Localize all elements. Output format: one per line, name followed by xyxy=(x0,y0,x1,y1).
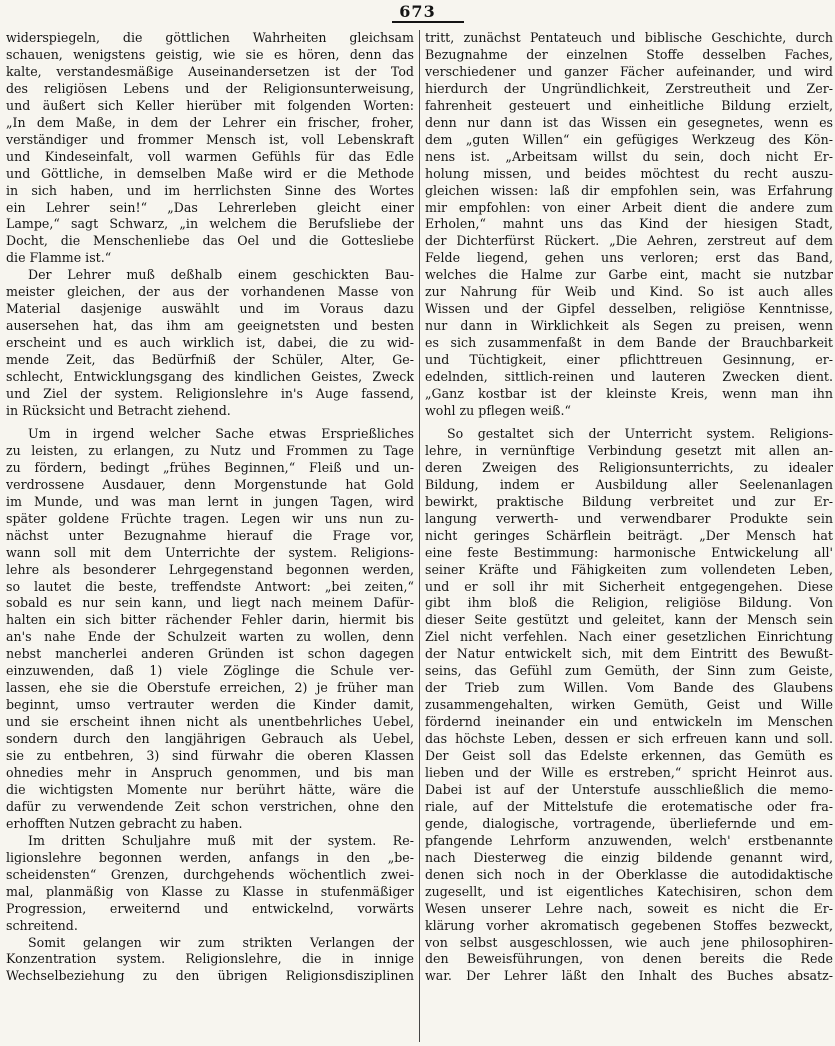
text-line: langung verwerth- und verwendbarer Produkte sein xyxy=(425,510,833,526)
text-line: welches die Halme zur Garbe eint, macht sie nutzbar xyxy=(425,267,833,283)
text-line: wann soll mit dem Unterrichte der system. Religions- xyxy=(6,544,414,560)
text-line: nicht geringes Schärflein beiträgt. „Der Mensch hat xyxy=(425,527,833,543)
text-line: Bezugnahme der einzelnen Stoffe desselben Faches, xyxy=(425,46,833,62)
left-column xyxy=(6,30,414,985)
text-line: der Dichterfürst Rückert. „Die Aehren, zerstreut auf dem xyxy=(425,233,833,249)
text-line: schlecht, Entwicklungsgang des kindlichen Geistes, Zweck xyxy=(6,369,414,385)
text-line: schreitend. xyxy=(6,917,78,933)
text-line: dem „guten Willen“ ein gefügiges Werkzeug des Kön- xyxy=(425,131,833,147)
right-column xyxy=(425,30,833,985)
text-line: sobald es nur sein kann, und liegt nach meinem Dafür- xyxy=(6,595,414,611)
text-line: ligionslehre begonnen werden, anfangs in den „be- xyxy=(6,849,414,865)
text-line: nebst mancherlei anderen Gründen ist schon dagegen xyxy=(6,646,414,662)
text-line: Progression, erweiternd und entwickelnd, vorwärts xyxy=(6,900,414,916)
text-line: deren Zweigen des Religionsunterrichts, zu idealer xyxy=(425,459,833,475)
text-line: ohnedies mehr in Anspruch genommen, und bis man xyxy=(6,764,414,780)
text-line: verständiger und frommer Mensch ist, voll Lebenskraft xyxy=(6,131,414,147)
text-line: ein Lehrer sein!“ „Das Lehrerleben gleicht einer xyxy=(6,199,414,215)
text-line: erscheint und es auch wirklich ist, dabei, die zu wid- xyxy=(6,335,414,351)
text-line: Im dritten Schuljahre muß mit der system. Re- xyxy=(28,832,414,848)
text-line: hierdurch der Ungründlichkeit, Zerstreutheit und Zer- xyxy=(425,80,833,96)
text-line: eine feste Bestimmung: harmonische Entwickelung all' xyxy=(425,544,833,560)
text-line: die wichtigsten Momente nur berührt hätte, wäre die xyxy=(6,781,414,797)
text-line: fahrenheit gesteuert und einheitliche Bildung erzielt, xyxy=(425,97,833,113)
text-line: gende, dialogische, vortragende, überliefernde und em- xyxy=(425,815,833,831)
text-line: bewirkt, praktische Bildung verbreitet und zur Er- xyxy=(425,493,833,509)
text-line: zugesellt, und ist eigentliches Katechisiren, schon dem xyxy=(425,883,833,899)
text-line: klärung vorher akromatisch gegebenen Stoffes bezweckt, xyxy=(425,917,833,933)
text-line: „In dem Maße, in dem der Lehrer ein frischer, froher, xyxy=(6,114,414,130)
text-line: halten ein sich bitter rächender Fehler darin, hiermit bis xyxy=(6,612,414,628)
text-line: der Trieb zum Willen. Vom Bande des Glaubens xyxy=(425,680,833,696)
text-line: seiner Kräfte und Fähigkeiten zum vollendeten Leben, xyxy=(425,561,833,577)
text-line: Docht, die Menschenliebe das Oel und die Gottesliebe xyxy=(6,233,414,249)
text-line: Um in irgend welcher Sache etwas Ersprießliches xyxy=(28,425,414,441)
text-line: Somit gelangen wir zum strikten Verlangen der xyxy=(28,934,414,950)
text-line: lassen, ehe sie die Oberstufe erreichen, 2) je früher man xyxy=(6,680,414,696)
text-line: sie zu entbehren, 3) sind fürwahr die oberen Klassen xyxy=(6,748,414,764)
text-line: einzuwenden, daß 1) viele Zöglinge die Schule ver- xyxy=(6,663,414,679)
text-line: und äußert sich Keller hierüber mit folgenden Worten: xyxy=(6,97,414,113)
text-line: denen sich noch in der Oberklasse die autodidaktische xyxy=(425,866,833,882)
text-line: des religiösen Lebens und der Religionsunterweisung, xyxy=(6,80,414,96)
text-line: in Rücksicht und Betracht ziehend. xyxy=(6,402,231,418)
text-line: Bildung, indem er Ausbildung aller Seelenanlagen xyxy=(425,476,833,492)
text-line: tritt, zunächst Pentateuch und biblische Geschichte, durch xyxy=(425,30,833,45)
text-line: die Flamme ist.“ xyxy=(6,250,112,266)
text-line: Dabei ist auf der Unterstufe ausschließlich die memo- xyxy=(425,781,833,797)
text-line: seins, das Gefühl zum Gemüth, der Sinn zum Geiste, xyxy=(425,663,833,679)
text-line: Wissen und der Gipfel desselben, religiöse Kenntnisse, xyxy=(425,301,833,317)
text-line: zusammengehalten, wirken Gemüth, Geist und Wille xyxy=(425,697,833,713)
text-line: meister gleichen, der aus der vorhandenen Masse von xyxy=(6,284,414,300)
text-line: Ziel nicht verfehlen. Nach einer gesetzlichen Einrichtung xyxy=(425,629,833,645)
page-number: 673 xyxy=(399,2,436,21)
text-line: holung missen, und beides möchtest du recht auszu- xyxy=(425,165,833,181)
text-line: Wechselbeziehung zu den übrigen Religionsdisziplinen xyxy=(6,968,414,984)
text-line: verschiedener und ganzer Fächer aufeinander, und wird xyxy=(425,63,833,79)
text-line: Erholen,“ mahnt uns das Kind der hiesigen Stadt, xyxy=(425,216,833,232)
text-line: und sie erscheint ihnen nicht als unentbehrliches Uebel, xyxy=(6,714,414,730)
text-line: ausersehen hat, das ihm am geeignetsten und besten xyxy=(6,318,414,334)
text-line: denn nur dann ist das Wissen ein gesegnetes, wenn es xyxy=(425,114,833,130)
text-line: zur Nahrung für Weib und Kind. So ist auch alles xyxy=(425,284,833,300)
text-line: nens ist. „Arbeitsam willst du sein, doch nicht Er- xyxy=(425,148,833,164)
text-line: erhofften Nutzen gebracht zu haben. xyxy=(6,815,243,831)
text-line: kalte, verstandesmäßige Auseinandersetzen ist der Tod xyxy=(6,63,414,79)
text-line: Lampe,“ sagt Schwarz, „in welchem die Berufsliebe der xyxy=(6,216,414,232)
column-divider xyxy=(419,30,420,1042)
text-line: zu fördern, bedingt „frühes Beginnen,“ Fleiß und un- xyxy=(6,459,414,475)
text-line: an's nahe Ende der Schulzeit warten zu wollen, denn xyxy=(6,629,414,645)
text-line: edelnden, sittlich-reinen und lauteren Zwecken dient. xyxy=(425,369,833,385)
text-line: beginnt, umso vertrauter werden die Kinder damit, xyxy=(6,697,414,713)
text-line: Der Lehrer muß deßhalb einem geschickten Bau- xyxy=(28,267,414,283)
text-line: mende Zeit, das Bedürfniß der Schüler, Alter, Ge- xyxy=(6,352,414,368)
text-line: So gestaltet sich der Unterricht system. Religions- xyxy=(447,425,833,441)
text-line: gleichen wissen: laß dir empfohlen sein, was Erfahrung xyxy=(425,182,833,198)
text-line: und Ziel der system. Religionslehre in's Auge fassend, xyxy=(6,386,414,402)
text-line: in sich haben, und im herrlichsten Sinne des Wortes xyxy=(6,182,414,198)
text-line: „Ganz kostbar ist der kleinste Kreis, wenn man ihn xyxy=(425,386,833,402)
header-rule xyxy=(392,21,464,23)
text-line: mal, planmäßig von Klasse zu Klasse in stufenmäßiger xyxy=(6,883,414,899)
text-line: riale, auf der Mittelstufe die erotematische oder fra- xyxy=(425,798,833,814)
text-line: fördernd ineinander ein und entwickeln im Menschen xyxy=(425,714,833,730)
text-line: Konzentration system. Religionslehre, die in innige xyxy=(6,951,414,967)
text-line: Material dasjenige auswählt und im Voraus dazu xyxy=(6,301,414,317)
text-line: war. Der Lehrer läßt den Inhalt des Buches absatz- xyxy=(425,968,833,984)
text-line: und Tüchtigkeit, einer pflichttreuen Gesinnung, er- xyxy=(425,352,833,368)
text-line: lehre als besonderer Lehrgegenstand begonnen werden, xyxy=(6,561,414,577)
text-line: Felde liegend, gehen uns verloren; erst das Band, xyxy=(425,250,833,266)
text-line: sondern durch den langjährigen Gebrauch als Uebel, xyxy=(6,731,414,747)
text-line: von selbst ausgeschlossen, wie auch jene philosophiren- xyxy=(425,934,833,950)
text-line: den Beweisführungen, von denen bereits die Rede xyxy=(425,951,833,967)
text-line: im Munde, und was man lernt in jungen Tagen, wird xyxy=(6,493,414,509)
text-line: widerspiegeln, die göttlichen Wahrheiten gleichsam xyxy=(6,30,414,45)
text-line: mir empfohlen: von einer Arbeit dient die andere zum xyxy=(425,199,833,215)
text-line: das höchste Leben, dessen er sich erfreuen kann und soll. xyxy=(425,731,833,747)
text-line: lehre, in vernünftige Verbindung gesetzt mit allen an- xyxy=(425,442,833,458)
text-line: nur dann in Wirklichkeit als Segen zu preisen, wenn xyxy=(425,318,833,334)
text-line: zu leisten, zu erlangen, zu Nutz und Frommen zu Tage xyxy=(6,442,414,458)
text-line: dafür zu verwendende Zeit schon verstrichen, ohne den xyxy=(6,798,414,814)
text-line: nach Diesterweg die einzig bildende genannt wird, xyxy=(425,849,833,865)
text-line: und Kindeseinfalt, voll warmen Gefühls für das Edle xyxy=(6,148,414,164)
text-line: Der Geist soll das Edelste erkennen, das Gemüth es xyxy=(425,748,833,764)
text-line: lieben und der Wille es erstreben,“ spricht Heinrot aus. xyxy=(425,764,833,780)
text-line: es sich zusammenfaßt in dem Bande der Brauchbarkeit xyxy=(425,335,833,351)
text-line: und er soll ihr mit Sicherheit entgegengehen. Diese xyxy=(425,578,833,594)
text-line: scheidensten“ Grenzen, durchgehends wöchentlich zwei- xyxy=(6,866,414,882)
text-line: wohl zu pflegen weiß.“ xyxy=(425,402,571,418)
text-line: und Göttliche, in demselben Maße wird er die Methode xyxy=(6,165,414,181)
text-line: schauen, wenigstens geistig, wie sie es hören, denn das xyxy=(6,46,414,62)
text-line: der Natur entwickelt sich, mit dem Eintritt des Bewußt- xyxy=(425,646,833,662)
text-line: Wesen unserer Lehre nach, soweit es nicht die Er- xyxy=(425,900,833,916)
text-line: später goldene Früchte tragen. Legen wir uns nun zu- xyxy=(6,510,414,526)
text-line: verdrossene Ausdauer, denn Morgenstunde hat Gold xyxy=(6,476,414,492)
text-line: dieser Seite gestützt und geleitet, kann der Mensch sein xyxy=(425,612,833,628)
text-line: pfangende Lehrform anzuwenden, welch' erstbenannte xyxy=(425,832,833,848)
text-line: so lautet die beste, treffendste Antwort: „bei zeiten,“ xyxy=(6,578,414,594)
text-line: nächst unter Bezugnahme hierauf die Frage vor, xyxy=(6,527,414,543)
text-line: gibt ihm bloß die Religion, religiöse Bildung. Von xyxy=(425,595,833,611)
